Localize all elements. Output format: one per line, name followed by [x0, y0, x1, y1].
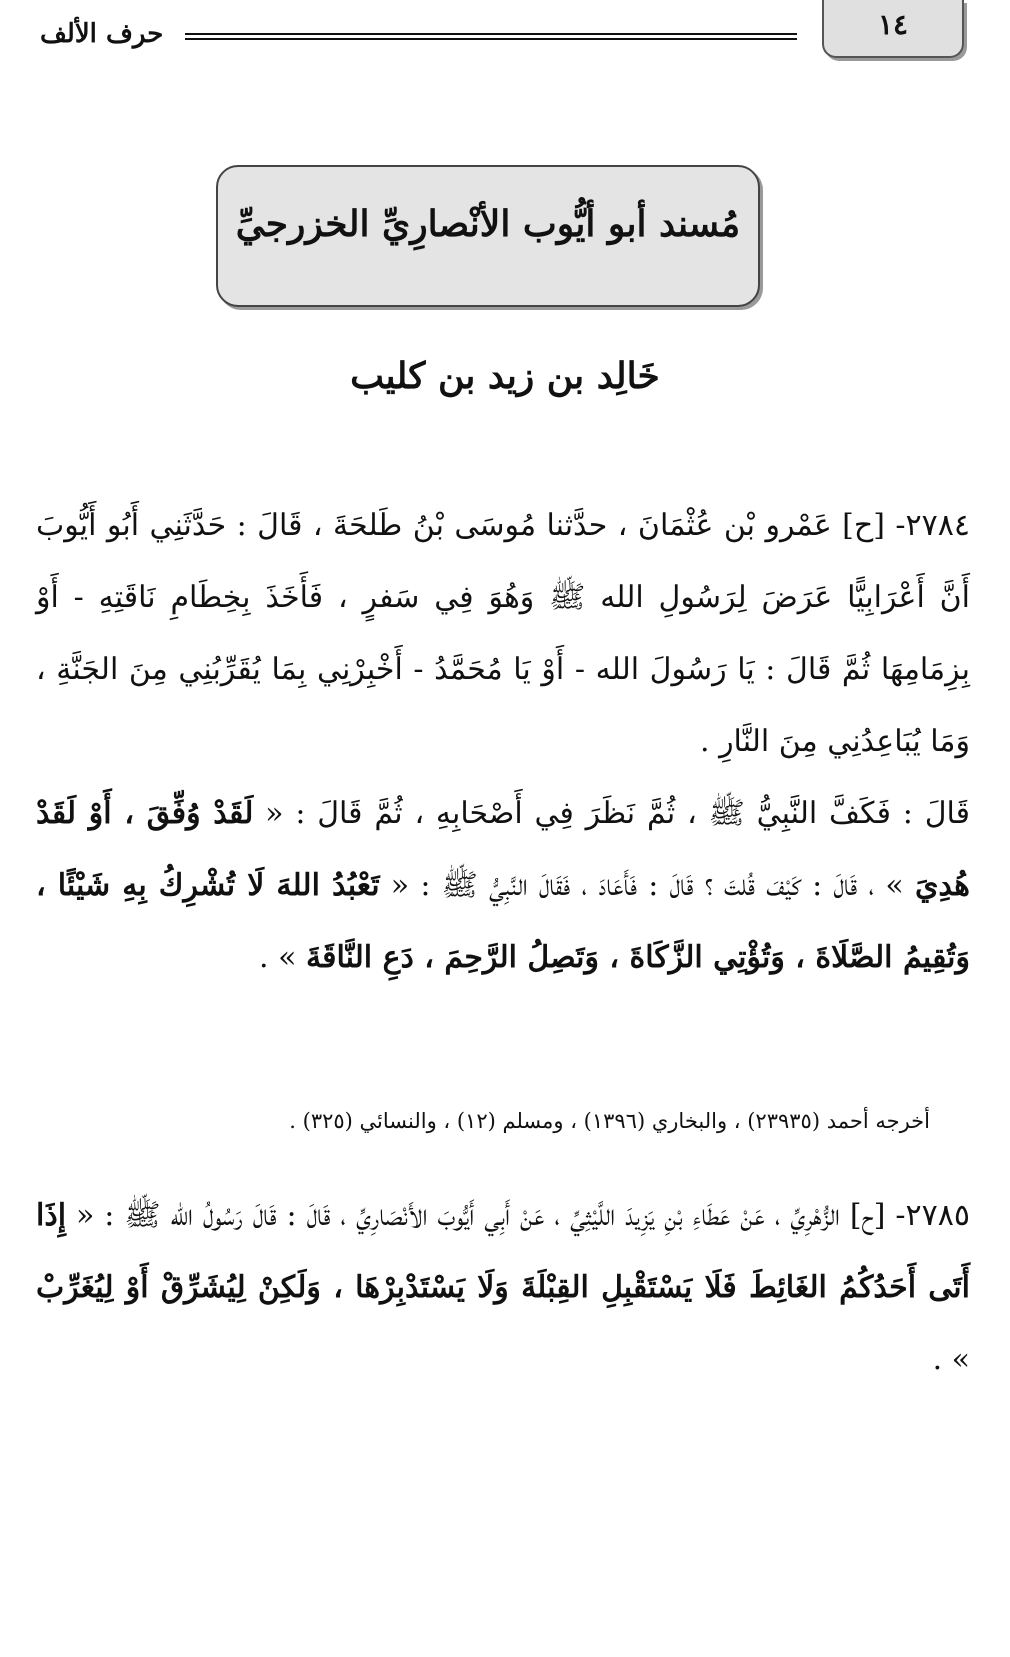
- prophetic-saying: إِذَا أَتَى أَحَدُكُمُ الغَائِطَ فَلَا يَسْتَقْبِلِ القِبْلَةَ وَلَا يَسْتَدْبِرْهَا ، وَلَكِنْ لِيُشَرِّقْ أَوْ لِيُغَرِّبْ: [36, 1198, 970, 1305]
- musnad-title: مُسند أبو أيُّوب الأنْصارِيِّ الخزرجيِّ: [235, 203, 741, 245]
- takhrij-note: أخرجه أحمد (٢٣٩٣٥) ، والبخاري (١٣٩٦) ، ومسلم (١٢) ، والنسائي (٣٢٥) .: [289, 1109, 930, 1133]
- page-number: ١٤: [877, 8, 909, 41]
- header-double-rule: [185, 33, 797, 40]
- hadith-2785: [36, 1180, 970, 1396]
- hadith-2784-paragraph-2: [36, 778, 970, 994]
- musnad-title-box: [216, 165, 760, 307]
- narration-text: قَالَ : فَكَفَّ النَّبِيُّ ﷺ ، ثُمَّ نَظَرَ فِي أَصْحَابِهِ ، ثُمَّ قَالَ : «: [265, 796, 970, 831]
- prophetic-saying: تَعْبُدُ اللهَ لَا تُشْرِكُ بِهِ شَيْئًا ، وَتُقِيمُ الصَّلَاةَ ، وَتُؤْتِي الزَّكَاةَ ، وَتَصِلُ الرَّحِمَ ، دَعِ النَّاقَةَ: [36, 868, 970, 975]
- companion-name: خَالِد بن زيد بن كليب: [350, 355, 660, 397]
- narration-text: » ، قَالَ : كَيْفَ قُلتَ ؟ قَالَ : فَأَعَادَ ، فَقَالَ النَّبِيُّ ﷺ : «: [390, 868, 904, 903]
- hadith-number: ٢٧٨٥-: [895, 1198, 970, 1233]
- hadith-text: [ح] عَمْرو بْن عُثْمَانَ ، حدَّثنا مُوسَى بْنُ طَلحَةَ ، قَالَ : حَدَّثَنِي أَبُو أَيُّوبَ أَنَّ أَعْرَابِيًّا عَرَضَ لِرَسُولِ الله ﷺ وَهُوَ فِي سَفرٍ ، فَأَخَذَ بِخِطَامِ نَاقَتِهِ - أَوْ بِزِمَامِهَا ثُمَّ قَالَ : يَا رَسُولَ الله - أَوْ يَا مُحَمَّدُ - أَخْبِرْنِي بِمَا يُقَرِّبُنِي مِنَ الجَنَّةِ ، وَمَا يُبَاعِدُنِي مِنَ النَّارِ .: [36, 508, 971, 759]
- narration-text: » .: [259, 940, 297, 975]
- narration-text: » .: [932, 1342, 970, 1377]
- page-number-tab: [822, 0, 964, 58]
- chapter-title: حرف الألف: [40, 19, 164, 49]
- prophetic-saying: لَقَدْ وُفِّقَ ، أَوْ لَقَدْ هُدِيَ: [36, 796, 970, 903]
- hadith-2784-paragraph-1: [36, 490, 970, 778]
- hadith-number: ٢٧٨٤-: [895, 508, 970, 543]
- narration-text: [ح] الزُّهْرِيِّ ، عَنْ عَطَاءِ بْنِ يَزِيدَ اللَّيْثِيِّ ، عَنْ أَبِي أَيُّوبَ الأَنْصَارِيِّ ، قَالَ : قَالَ رَسُولُ الله ﷺ : «: [75, 1198, 886, 1233]
